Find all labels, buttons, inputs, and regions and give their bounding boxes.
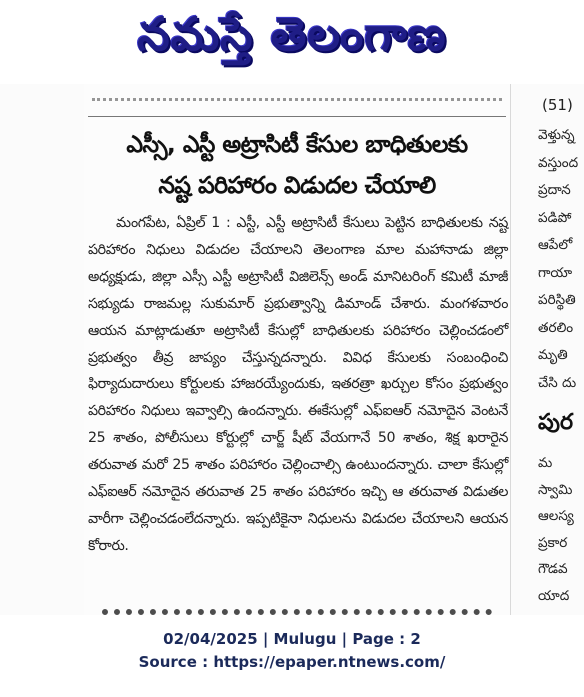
adjacent-text-line: పరిస్థితి	[538, 292, 576, 308]
adjacent-text-line: ప్రదాన	[538, 182, 571, 198]
adjacent-column	[522, 84, 584, 615]
adjacent-text-line: వస్తుంద	[538, 154, 579, 171]
headline-line-1: ఎస్సీ, ఎస్టీ అట్రాసిటీ కేసుల బాధితులకు	[126, 130, 468, 158]
edition-info: 02/04/2025 | Mulugu | Page : 2	[163, 630, 421, 648]
adjacent-text-line: యాద	[538, 587, 570, 604]
adjacent-text-line: గాయా	[538, 264, 573, 281]
article-paragraph: మంగపేట, ఏప్రిల్ 1 : ఎస్టీ, ఎస్టీ అట్రాసిటీ కేసులు పెట్టిన బాధితులకు నష్ట పరిహారం నిధులు విడుదల చేయాలని తెలంగాణ మాల మహానాడు జిల్లా అధ్యక్షుడు, జిల్లా ఎస్సీ ఎస్టీ అట్రాసిటీ విజిలెన్స్ అండ్ మానిటరింగ్ కమిటీ మాజీ సభ్యుడు రాజమల్ల సుకుమార్ ప్రభుత్వాన్ని డిమాండ్ చేశారు. మంగళవారం ఆయన మాట్లాడుతూ అట్రాసిటీ కేసుల్లో బాధితులకు పరిహారం చెల్లించడంలో ప్రభుత్వం తీవ్ర జాప్యం చేస్తున్నదన్నారు. వివిధ కేసులకు సంబంధించి ఫిర్యాదుదారులు కోర్టులకు హాజరయ్యేందుకు, ఇతరత్రా ఖర్చుల కోసం ప్రభుత్వం పరిహారం నిధులు ఇవ్వాల్సి ఉందన్నారు. ఈకేసుల్లో ఎఫ్ఐఆర్ నమోదైన వెంటనే 25 శాతం, పోలీసులు కోర్టుల్లో చార్జ్ షీట్ వేయగానే 50 శాతం, శిక్ష ఖరారైన తరువాత మరో 25 శాతం పరిహారం చెల్లించాల్సి ఉంటుందన్నారు. చాలా కేసుల్లో ఎఫ్ఐఆర్ నమోదైన తరువాత 25 శాతం పరిహారం ఇచ్చి ఆ తరువాత విడుతల వారీగా చెల్లించడంలేదన్నారు. ఇప్పటికైనా నిధులను విడుదల చేయాలని ఆయన కోరారు.	[88, 215, 508, 554]
headline-line-2: నష్ట పరిహారం విడుదల చేయాలి	[158, 171, 436, 199]
article-column	[84, 84, 511, 615]
divider	[88, 116, 506, 117]
newspaper-title: నమస్తే తెలంగాణ	[137, 7, 447, 61]
adjacent-text-line: పడిపో	[538, 209, 572, 226]
newspaper-clipping	[0, 84, 584, 615]
article-headline	[88, 124, 506, 206]
adjacent-number: (51)	[542, 96, 573, 114]
adjacent-text-top	[538, 122, 578, 397]
source-link: Source : https://epaper.ntnews.com/	[138, 653, 446, 671]
adjacent-text-line: మ	[538, 455, 553, 471]
adjacent-text-line: వెళ్తున్న	[538, 127, 575, 143]
adjacent-text-line: చేసి దు	[538, 374, 577, 391]
masthead	[0, 0, 584, 75]
article-body	[88, 210, 508, 560]
previous-article-fragment	[92, 94, 502, 104]
adjacent-text-line: మృతి	[538, 347, 568, 363]
next-article-fragment	[102, 604, 492, 615]
adjacent-text-line: స్వామి	[538, 481, 573, 498]
source-footer	[0, 628, 584, 674]
adjacent-text-line: గౌడవ	[538, 561, 568, 577]
adjacent-text-bottom	[538, 450, 574, 609]
adjacent-text-line: తరలిం	[538, 319, 574, 336]
adjacent-text-line: ప్రకార	[538, 534, 568, 551]
adjacent-headline: పుర	[538, 410, 574, 435]
adjacent-text-line: ఆలస్య	[538, 508, 574, 524]
adjacent-text-line: ఆపేలో	[538, 237, 573, 253]
